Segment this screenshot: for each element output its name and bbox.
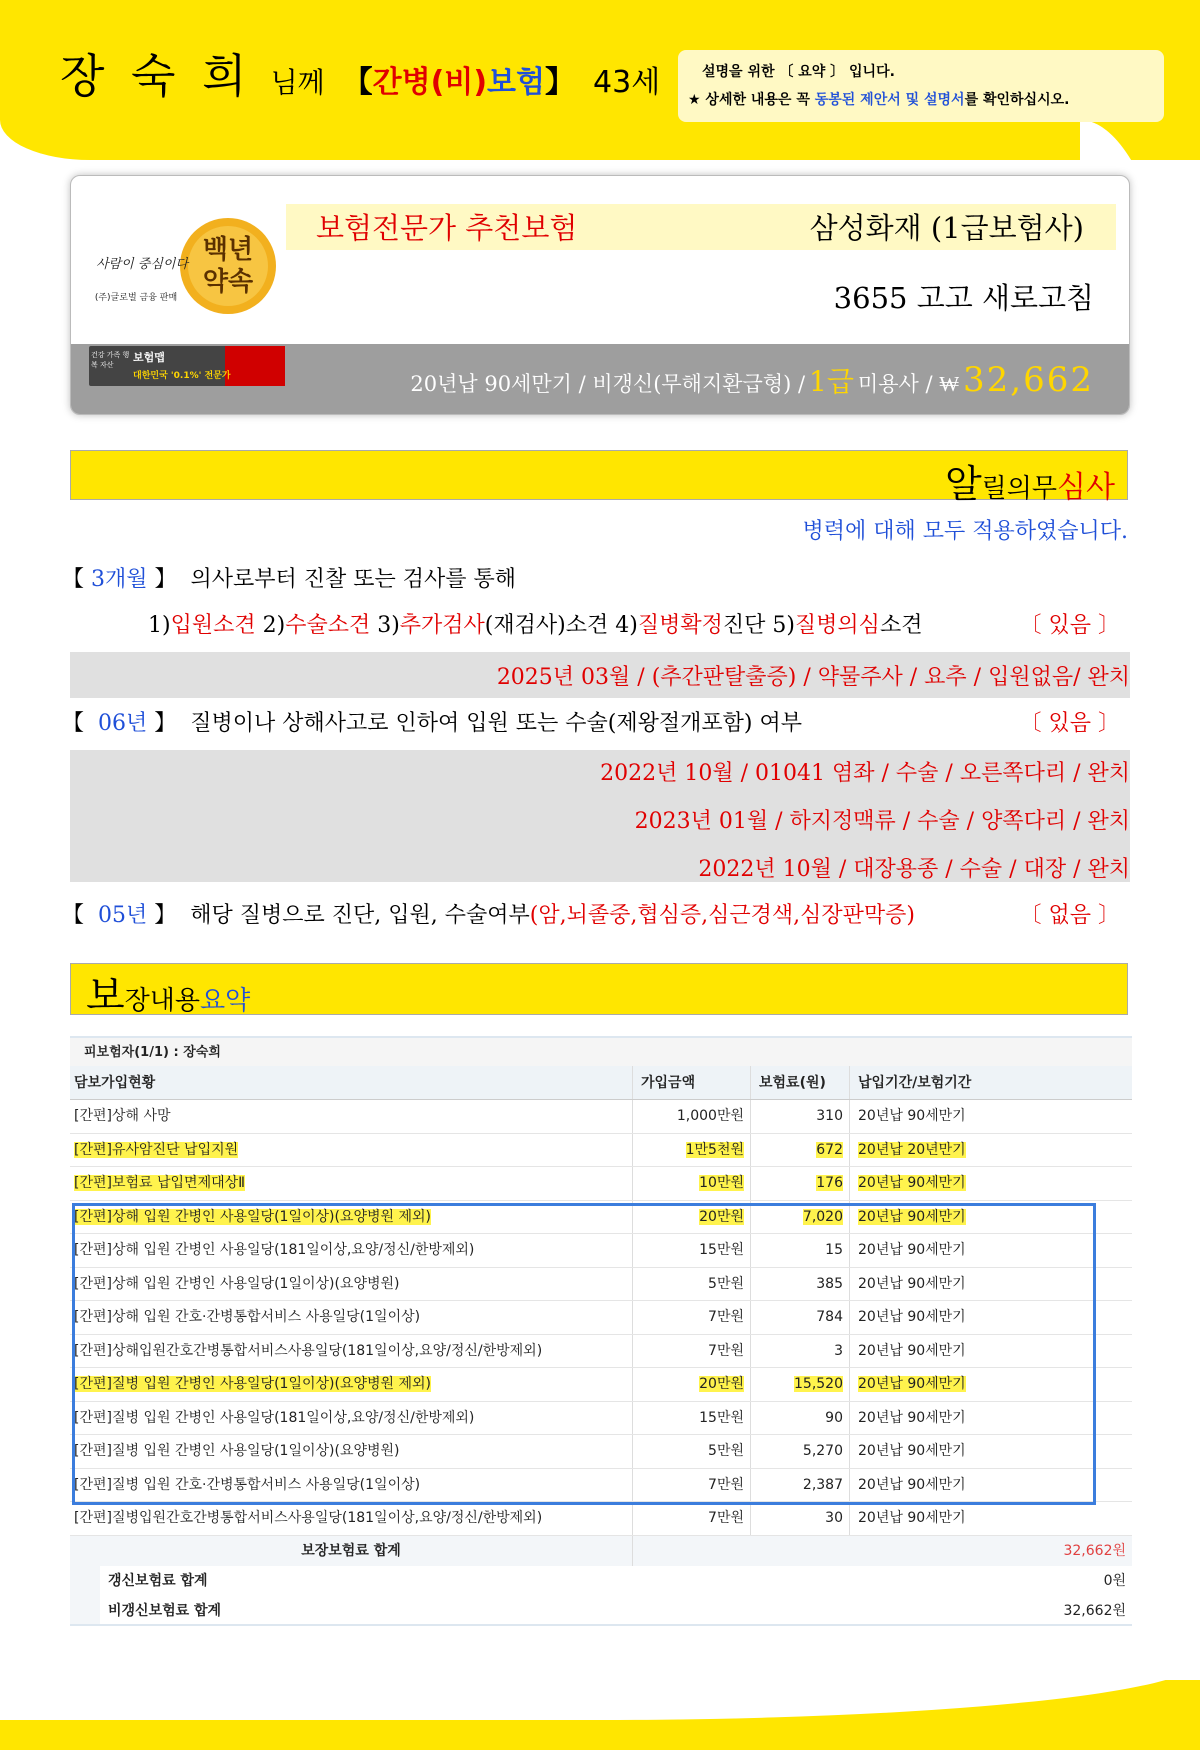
cell-premium: 15 bbox=[751, 1234, 850, 1267]
table-row bbox=[70, 1201, 1132, 1235]
cell-premium: 90 bbox=[751, 1402, 850, 1435]
cell-premium: 385 bbox=[751, 1268, 850, 1301]
table-row bbox=[70, 1435, 1132, 1469]
logo-company: (주)글로벌 금융 판매 bbox=[94, 293, 178, 303]
table-row bbox=[70, 1234, 1132, 1268]
cell-name: [간편]질병입원간호간병통합서비스사용일당(181일이상,요양/정신/한방제외) bbox=[70, 1502, 633, 1535]
table-header bbox=[70, 1066, 1132, 1100]
customer-name: 장 숙 희 bbox=[60, 49, 253, 103]
cell-premium: 3 bbox=[751, 1335, 850, 1368]
cell-premium: 784 bbox=[751, 1301, 850, 1334]
cell-premium: 7,020 bbox=[751, 1201, 850, 1234]
cell-amount: 7만원 bbox=[633, 1335, 751, 1368]
total-row: 보장보험료 합계 32,662원 bbox=[70, 1536, 1132, 1566]
cell-amount: 1만5천원 bbox=[633, 1134, 751, 1167]
cell-name: [간편]상해 입원 간병인 사용일당(181일이상,요양/정신/한방제외) bbox=[70, 1234, 633, 1267]
table-row bbox=[70, 1368, 1132, 1402]
cell-amount: 5만원 bbox=[633, 1268, 751, 1301]
cell-name: [간편]상해 입원 간병인 사용일당(1일이상)(요양병원) bbox=[70, 1268, 633, 1301]
logo-main-line-2: 약속 bbox=[202, 267, 254, 297]
cell-period: 20년납 90세만기 bbox=[858, 1409, 966, 1426]
table-row bbox=[70, 1335, 1132, 1369]
product-type: 【간병(비)보험】 bbox=[342, 65, 576, 100]
logo-brand: 보험맵 bbox=[133, 351, 165, 364]
cell-premium: 30 bbox=[751, 1502, 850, 1535]
cell-name: [간편]상해입원간호간병통합서비스사용일당(181일이상,요양/정신/한방제외) bbox=[70, 1335, 633, 1368]
table-body bbox=[70, 1100, 1132, 1536]
cell-period: 20년납 90세만기 bbox=[858, 1242, 966, 1258]
insured-label: 피보험자(1/1) : 장숙희 bbox=[70, 1036, 1132, 1066]
logo-slogan: 사람이 중심이다 bbox=[95, 257, 189, 272]
history-item: 2022년 10월 / 01041 염좌 / 수술 / 오른쪽다리 / 완치 bbox=[600, 761, 1130, 786]
question-3months-items: 1)입원소견 2)수술소견 3)추가검사(재검사)소견 4)질병확정진단 5)질병의심소견 bbox=[148, 613, 923, 638]
insurer-name: 삼성화재 (1급보험사) bbox=[809, 211, 1084, 245]
table-row bbox=[70, 1402, 1132, 1436]
history-item: 2023년 01월 / 하지정맥류 / 수술 / 양쪽다리 / 완치 bbox=[634, 809, 1130, 834]
honorific: 님께 bbox=[270, 66, 325, 99]
cell-name: [간편]질병 입원 간병인 사용일당(1일이상)(요양병원 제외) bbox=[70, 1368, 633, 1401]
cell-name: [간편]질병 입원 간병인 사용일당(181일이상,요양/정신/한방제외) bbox=[70, 1402, 633, 1435]
cell-amount: 7만원 bbox=[633, 1301, 751, 1334]
cell-amount: 15만원 bbox=[633, 1234, 751, 1267]
cell-amount: 7만원 bbox=[633, 1469, 751, 1502]
cell-premium: 5,270 bbox=[751, 1435, 850, 1468]
customer-age: 43세 bbox=[593, 65, 661, 100]
cell-period: 20년납 90세만기 bbox=[858, 1476, 966, 1493]
question-5years-disease: 【 05년 】 해당 질병으로 진단, 입원, 수술여부(암,뇌졸중,협심증,심근경색,심장판막증) bbox=[62, 903, 915, 928]
total-value: 32,662원 bbox=[1063, 1542, 1126, 1559]
notice-line-1: 설명을 위한 〔 요약 〕 입니다. bbox=[702, 64, 895, 80]
cell-period: 20년납 90세만기 bbox=[858, 1376, 966, 1392]
table-row bbox=[70, 1100, 1132, 1134]
monthly-premium: 32,662 bbox=[963, 360, 1094, 400]
coverage-header: 보장내용요약 bbox=[70, 963, 1128, 1015]
history-3months: 2025년 03월 / (추간판탈출증) / 약물주사 / 요추 / 입원없음/ 완치 bbox=[496, 665, 1130, 690]
cell-premium: 672 bbox=[751, 1134, 850, 1167]
question-3months: 【 3개월 】 의사로부터 진찰 또는 검사를 통해 bbox=[62, 567, 517, 592]
cell-name: [간편]상해 입원 간병인 사용일당(1일이상)(요양병원 제외) bbox=[70, 1201, 633, 1234]
plan-name: 3655 고고 새로고침 bbox=[833, 281, 1094, 315]
page-title bbox=[60, 40, 660, 106]
cell-amount: 1,000만원 bbox=[633, 1100, 751, 1133]
nonrenew-row: 비갱신보험료 합계 32,662원 bbox=[70, 1596, 1132, 1626]
cell-amount: 15만원 bbox=[633, 1402, 751, 1435]
logo-main-line-1: 백년 bbox=[202, 235, 254, 265]
table-row bbox=[70, 1502, 1132, 1536]
cell-amount: 20만원 bbox=[633, 1201, 751, 1234]
col-coverage: 담보가입현황 bbox=[70, 1066, 633, 1099]
cell-period: 20년납 90세만기 bbox=[858, 1510, 966, 1526]
history-item: 2022년 10월 / 대장용종 / 수술 / 대장 / 완치 bbox=[698, 857, 1130, 882]
cell-period: 20년납 90세만기 bbox=[858, 1275, 966, 1292]
cell-name: [간편]상해 사망 bbox=[70, 1100, 633, 1133]
renew-row: 갱신보험료 합계 0원 bbox=[70, 1566, 1132, 1596]
cell-period: 20년납 90세만기 bbox=[858, 1175, 966, 1191]
col-premium: 보험료(원) bbox=[751, 1066, 850, 1099]
insurer-grade: 1급 bbox=[809, 365, 854, 398]
logo-rank: 대한민국 '0.1%' 전문가 bbox=[133, 371, 231, 381]
table-row bbox=[70, 1301, 1132, 1335]
cell-premium: 310 bbox=[751, 1100, 850, 1133]
cell-period: 20년납 90세만기 bbox=[858, 1208, 966, 1225]
notice-line-2: ★ 상세한 내용은 꼭 동봉된 제안서 및 설명서를 확인하십시오. bbox=[688, 92, 1070, 108]
cell-amount: 20만원 bbox=[633, 1368, 751, 1401]
cell-premium: 176 bbox=[751, 1167, 850, 1200]
answer-5years-surgery: 〔 있음 〕 bbox=[1019, 711, 1120, 736]
product-card bbox=[70, 175, 1130, 415]
cell-name: [간편]질병 입원 간호·간병통합서비스 사용일당(1일이상) bbox=[70, 1469, 633, 1502]
cell-period: 20년납 20년만기 bbox=[858, 1141, 966, 1158]
notice-box bbox=[678, 50, 1164, 122]
cell-period: 20년납 90세만기 bbox=[858, 1108, 966, 1124]
cell-name: [간편]보험료 납입면제대상Ⅱ bbox=[70, 1167, 633, 1200]
question-5years-surgery: 【 06년 】 질병이나 상해사고로 인하여 입원 또는 수술(제왕절개포함) 여부 bbox=[62, 711, 802, 736]
cell-premium: 2,387 bbox=[751, 1469, 850, 1502]
cell-name: [간편]상해 입원 간호·간병통합서비스 사용일당(1일이상) bbox=[70, 1301, 633, 1334]
answer-3months: 〔 있음 〕 bbox=[1019, 613, 1120, 638]
recommend-title: 보험전문가 추천보험 bbox=[316, 211, 578, 245]
logo-tags: 건강 가족 행복 자산 bbox=[91, 351, 130, 369]
col-amount: 가입금액 bbox=[633, 1066, 751, 1099]
cell-amount: 7만원 bbox=[633, 1502, 751, 1535]
disclosure-header: 알릴의무심사 bbox=[70, 450, 1128, 500]
applied-note: 병력에 대해 모두 적용하였습니다. bbox=[802, 519, 1128, 544]
table-row bbox=[70, 1134, 1132, 1168]
cell-name: [간편]질병 입원 간병인 사용일당(1일이상)(요양병원) bbox=[70, 1435, 633, 1468]
cell-amount: 5만원 bbox=[633, 1435, 751, 1468]
cell-name: [간편]유사암진단 납입지원 bbox=[70, 1134, 633, 1167]
table-row bbox=[70, 1268, 1132, 1302]
answer-5years-disease: 〔 없음 〕 bbox=[1019, 903, 1120, 928]
logo-badge bbox=[89, 346, 285, 386]
coverage-table bbox=[70, 1036, 1132, 1626]
cell-amount: 10만원 bbox=[633, 1167, 751, 1200]
table-row bbox=[70, 1469, 1132, 1503]
logo-emblem-icon bbox=[86, 196, 286, 344]
cell-premium: 15,520 bbox=[751, 1368, 850, 1401]
col-period: 납입기간/보험기간 bbox=[858, 1075, 972, 1091]
cell-period: 20년납 90세만기 bbox=[858, 1342, 966, 1359]
cell-period: 20년납 90세만기 bbox=[858, 1309, 966, 1325]
table-row bbox=[70, 1167, 1132, 1201]
company-logo bbox=[86, 196, 286, 344]
cell-period: 20년납 90세만기 bbox=[858, 1443, 966, 1459]
plan-conditions: 20년납 90세만기 / 비갱신(무해지환급형) / 1급 미용사 / ₩ 32,662 bbox=[410, 360, 1094, 400]
